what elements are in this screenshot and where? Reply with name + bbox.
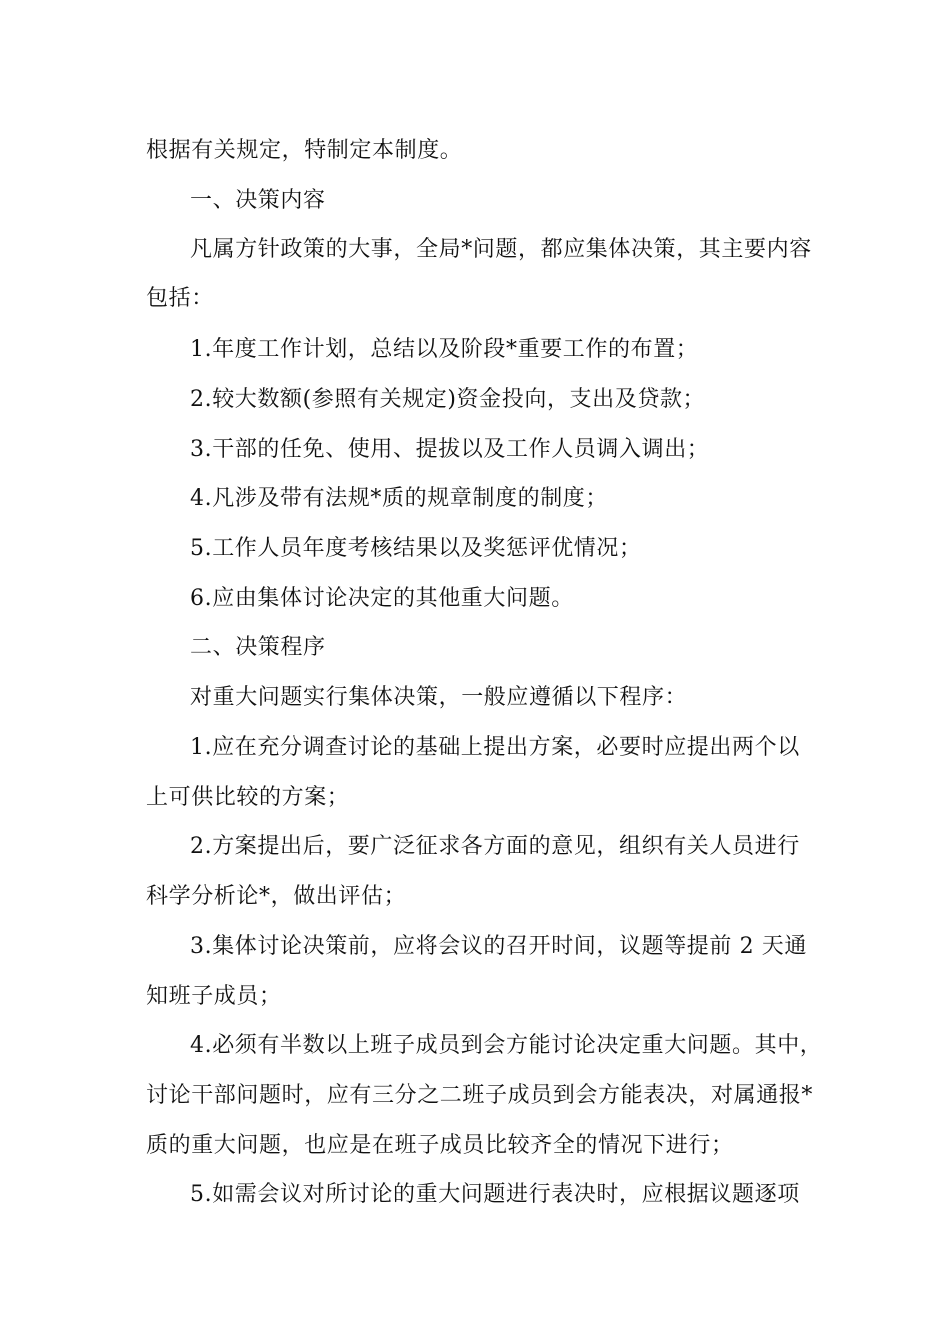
text-line: 凡属方针政策的大事，全局*问题，都应集体决策，其主要内容: [190, 237, 812, 262]
list-item: 4.凡涉及带有法规*质的规章制度的制度；: [190, 486, 608, 511]
list-item: 3.干部的任免、使用、提拔以及工作人员调入调出；: [190, 437, 710, 462]
text-line: 科学分析论*，做出评估；: [146, 884, 407, 909]
list-item: 2.方案提出后，要广泛征求各方面的意见，组织有关人员进行: [190, 834, 800, 859]
section-heading: 一、决策内容: [190, 188, 326, 213]
list-item: 5.工作人员年度考核结果以及奖惩评优情况；: [190, 536, 642, 561]
list-item: 1.应在充分调查讨论的基础上提出方案，必要时应提出两个以: [190, 735, 800, 760]
list-item: 4.必须有半数以上班子成员到会方能讨论决定重大问题。其中，: [190, 1033, 823, 1058]
list-item: 6.应由集体讨论决定的其他重大问题。: [190, 586, 574, 611]
text-line: 包括：: [146, 286, 214, 311]
text-line: 讨论干部问题时，应有三分之二班子成员到会方能表决，对属通报*: [146, 1083, 814, 1108]
list-item: 2.较大数额(参照有关规定)资金投向，支出及贷款；: [190, 387, 706, 412]
list-item: 5.如需会议对所讨论的重大问题进行表决时，应根据议题逐项: [190, 1182, 800, 1207]
section-heading: 二、决策程序: [190, 635, 326, 660]
list-item: 3.集体讨论决策前，应将会议的召开时间，议题等提前 2 天通: [190, 934, 807, 959]
text-line: 知班子成员；: [146, 984, 282, 1009]
text-line: 根据有关规定，特制定本制度。: [146, 138, 463, 163]
text-line: 对重大问题实行集体决策，一般应遵循以下程序：: [190, 685, 688, 710]
text-line: 质的重大问题，也应是在班子成员比较齐全的情况下进行；: [146, 1133, 734, 1158]
text-line: 上可供比较的方案；: [146, 785, 350, 810]
list-item: 1.年度工作计划，总结以及阶段*重要工作的布置；: [190, 337, 699, 362]
